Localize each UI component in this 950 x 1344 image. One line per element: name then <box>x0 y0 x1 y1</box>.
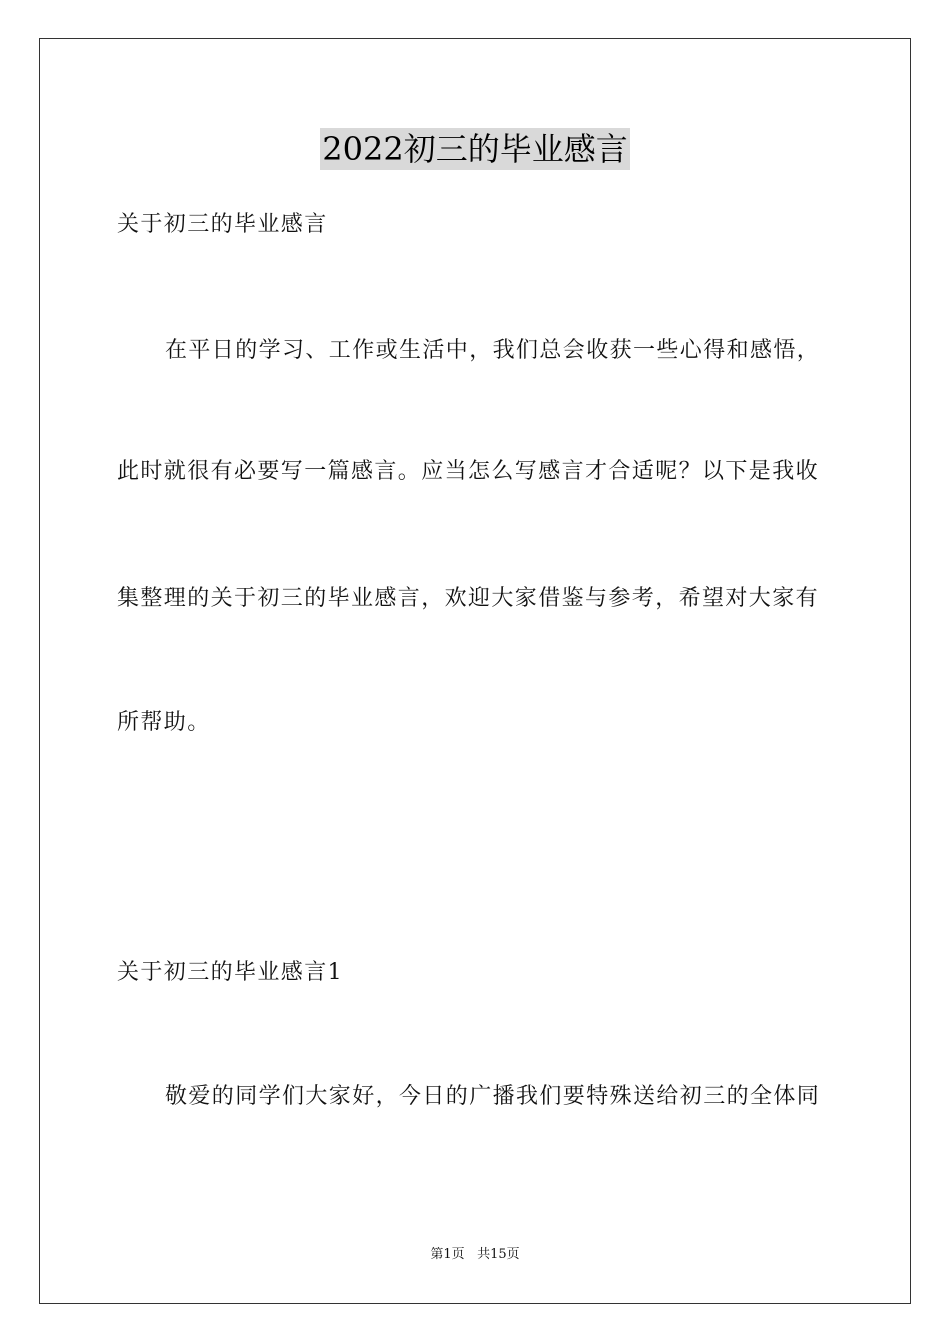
section-heading: 关于初三的毕业感言1 <box>117 960 343 985</box>
paragraph-line-4: 所帮助。 <box>117 710 211 735</box>
paragraph-line-3: 集整理的关于初三的毕业感言，欢迎大家借鉴与参考，希望对大家有 <box>117 586 820 611</box>
section-line-1: 敬爱的同学们大家好，今日的广播我们要特殊送给初三的全体同 <box>165 1084 821 1109</box>
title-container <box>0 128 950 170</box>
paragraph-line-1: 在平日的学习、工作或生活中，我们总会收获一些心得和感悟， <box>165 338 821 363</box>
page-footer <box>0 1246 950 1264</box>
document-title: 2022初三的毕业感言 <box>322 130 628 168</box>
subtitle: 关于初三的毕业感言 <box>117 212 328 237</box>
page-number: 第1页 <box>430 1247 465 1262</box>
paragraph-line-2: 此时就很有必要写一篇感言。应当怎么写感言才合适呢？以下是我收 <box>117 459 820 484</box>
page-total: 共15页 <box>477 1247 520 1262</box>
